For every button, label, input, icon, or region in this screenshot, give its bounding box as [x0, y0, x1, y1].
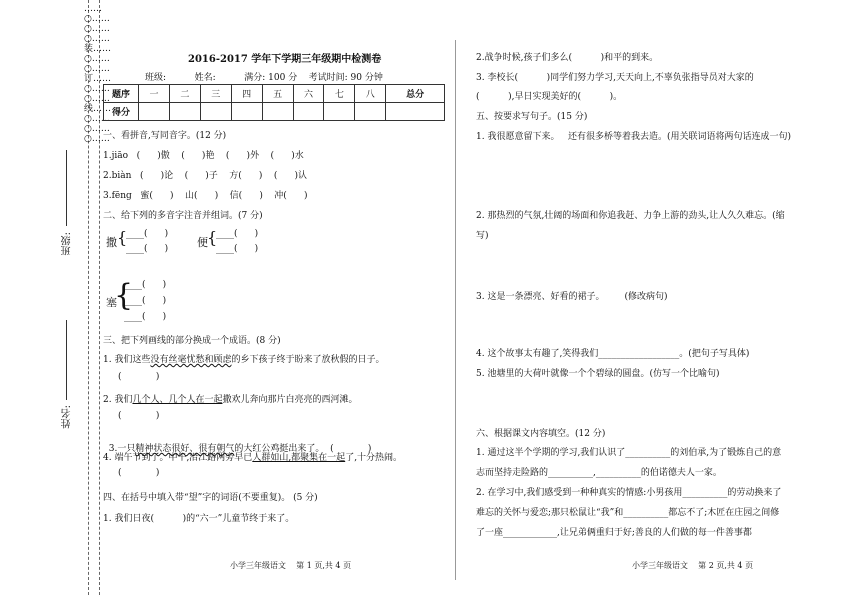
s6-q1-b: 志而坚持走险路的__________,__________的伯诺德夫人一家。 — [476, 468, 722, 478]
s5-q5: 5. 池塘里的大荷叶就像一个个碧绿的圆盘。(仿写一个比喻句) — [476, 369, 720, 379]
pinyin-blank: ____( ) — [124, 280, 167, 290]
s3-q2-a: 2. 我们 — [103, 395, 133, 405]
s5-q4: 4. 这个故事太有趣了,笑得我们__________________。(把句子写具体) — [476, 349, 750, 359]
s5-q2-b: 写) — [476, 231, 489, 241]
s3-q1-answer[interactable]: ( ) — [118, 372, 160, 382]
page-footer-2: 小学三年级语文 第 2 页,共 4 页 — [632, 561, 754, 570]
score-cell: 题序 — [104, 85, 139, 103]
pinyin-blank: ____( ) — [126, 229, 169, 239]
score-value-row — [104, 103, 445, 121]
pinyin-blank: ____( ) — [216, 229, 259, 239]
s3-q3-c: 的大红公鸡挺出来了。 ( ) — [234, 444, 372, 454]
column-divider — [455, 40, 456, 580]
exam-info: 班级: 姓名: 满分: 100 分 考试时间: 90 分钟 — [145, 73, 383, 83]
s3-q4-answer[interactable]: ( ) — [118, 468, 160, 478]
s5-q1: 1. 我很愿意留下来。 还有很多桥等着我去造。(用关联词语将两句话连成一句) — [476, 132, 792, 142]
s3-q2-underlined: 几个人、几个人在一起 — [132, 395, 223, 405]
score-blank-cell[interactable] — [262, 103, 293, 121]
r-q3-a: 3. 李校长( )同学们努力学习,天天向上,不辜负张指导员对大家的 — [476, 73, 754, 83]
score-blank-cell[interactable] — [386, 103, 445, 121]
section-4-title: 四、在括号中填入带“望”字的词语(不要重复)。 (5 分) — [103, 493, 318, 503]
s3-q4 — [103, 450, 402, 463]
s3-q4-a: 4. 端午节到了。中午,沿江路两旁早已 — [103, 453, 253, 463]
class-blank — [66, 150, 67, 226]
section-3-title: 三、把下列画线的部分换成一个成语。(8 分) — [103, 336, 281, 346]
brace-icon: { — [207, 228, 218, 247]
score-cell: 七 — [324, 85, 355, 103]
section-1-title: 一、看拼音,写同音字。(12 分) — [103, 131, 227, 141]
s6-q2-b: 难忘的关怀与爱恋;那只松鼠让“我”和__________都忘不了;木匠在庄园之间修 — [476, 508, 780, 518]
s3-q1-a: 1. 我们这些 — [103, 355, 151, 365]
section-6-title: 六、根据课文内容填空。(12 分) — [476, 429, 606, 439]
section-2-title: 二、给下列的多音字注音并组词。(7 分) — [103, 211, 263, 221]
s3-q2-answer[interactable]: ( ) — [118, 411, 160, 421]
score-cell: 六 — [293, 85, 324, 103]
s3-q2 — [103, 392, 357, 405]
name-label: 姓名: — [62, 405, 73, 429]
s4-q1: 1. 我们日夜( )的“六一”儿童节终于来了。 — [103, 514, 295, 524]
score-blank-cell[interactable] — [293, 103, 324, 121]
score-blank-cell[interactable] — [139, 103, 170, 121]
score-label-cell: 得分 — [104, 103, 139, 121]
s3-q1-c: 的乡下孩子终于盼来了放秋假的日子。 — [231, 355, 385, 365]
r-q2: 2.战争时候,孩子们多么( )和平的到来。 — [476, 53, 659, 63]
s3-q2-c: 撒欢儿奔向那片白亮亮的西河滩。 — [222, 395, 358, 405]
s3-q3-a: 3.一只 — [108, 444, 136, 454]
score-cell: 五 — [262, 85, 293, 103]
exam-title: 2016-2017 学年下学期三年级期中检测卷 — [188, 54, 382, 65]
s3-q4-c: 了,十分热闹。 — [345, 453, 403, 463]
score-cell: 八 — [355, 85, 386, 103]
s6-q2-c: 了一座____________,让兄弟俩重归于好;善良的人们做的每一件善事都 — [476, 528, 752, 538]
s6-q2-a: 2. 在学习中,我们感受到一种种真实的情感:小男孩用__________的劳动换来了 — [476, 488, 782, 498]
s1-line-3: 3.fēng 蜜( ) 山( ) 信( ) 冲( ) — [103, 191, 308, 201]
polyphone-char-sai: 塞 — [106, 296, 117, 309]
polyphone-char-sa: 撒 — [106, 236, 117, 249]
name-blank — [66, 320, 67, 400]
class-label: 班级: — [62, 232, 73, 256]
s3-q3-underlined: 精神状态很好、很有朝气 — [135, 444, 235, 454]
pinyin-blank: ____( ) — [124, 296, 167, 306]
score-blank-cell[interactable] — [169, 103, 200, 121]
score-blank-cell[interactable] — [324, 103, 355, 121]
score-header-row — [104, 85, 445, 103]
brace-icon: { — [117, 228, 128, 247]
pinyin-blank: ____( ) — [216, 244, 259, 254]
score-blank-cell[interactable] — [355, 103, 386, 121]
s1-line-2: 2.biàn ( )论 ( )子 方( ) ( )认 — [103, 171, 308, 181]
page-footer-1: 小学三年级语文 第 1 页,共 4 页 — [230, 561, 352, 570]
score-blank-cell[interactable] — [231, 103, 262, 121]
s5-q3: 3. 这是一条漂亮、好看的裙子。 (修改病句) — [476, 292, 668, 302]
pinyin-blank: ____( ) — [126, 244, 169, 254]
polyphone-char-bian: 便 — [197, 236, 208, 249]
s3-q1-underlined: 没有丝毫忧愁和顾虑 — [150, 355, 232, 365]
score-cell: 三 — [200, 85, 231, 103]
s1-line-1: 1.jiāo ( )傲 ( )艳 ( )外 ( )水 — [103, 151, 304, 161]
score-cell: 总分 — [386, 85, 445, 103]
brace-icon: { — [114, 278, 134, 313]
score-cell: 一 — [139, 85, 170, 103]
pinyin-blank: ____( ) — [124, 312, 167, 322]
s6-q1-a: 1. 通过这半个学期的学习,我们认识了__________的刘伯承,为了锻炼自己的意 — [476, 448, 782, 458]
score-blank-cell[interactable] — [200, 103, 231, 121]
score-cell: 二 — [169, 85, 200, 103]
binding-seal-text: ……○……○……○……装……○……○……订……○……○……线……○……○……○…… — [84, 4, 112, 144]
section-5-title: 五、按要求写句子。(15 分) — [476, 112, 588, 122]
r-q3-b: ( ),早日实现美好的( )。 — [476, 92, 623, 102]
s3-q4-underlined: 人群如山,都聚集在一起 — [252, 453, 346, 463]
s3-q1 — [103, 352, 384, 365]
s5-q2-a: 2. 那热烈的气氛,壮阔的场面和你追我赶、力争上游的劲头,让人久久难忘。(缩 — [476, 211, 785, 221]
score-table — [103, 84, 445, 121]
score-cell: 四 — [231, 85, 262, 103]
binding-margin — [0, 0, 112, 595]
